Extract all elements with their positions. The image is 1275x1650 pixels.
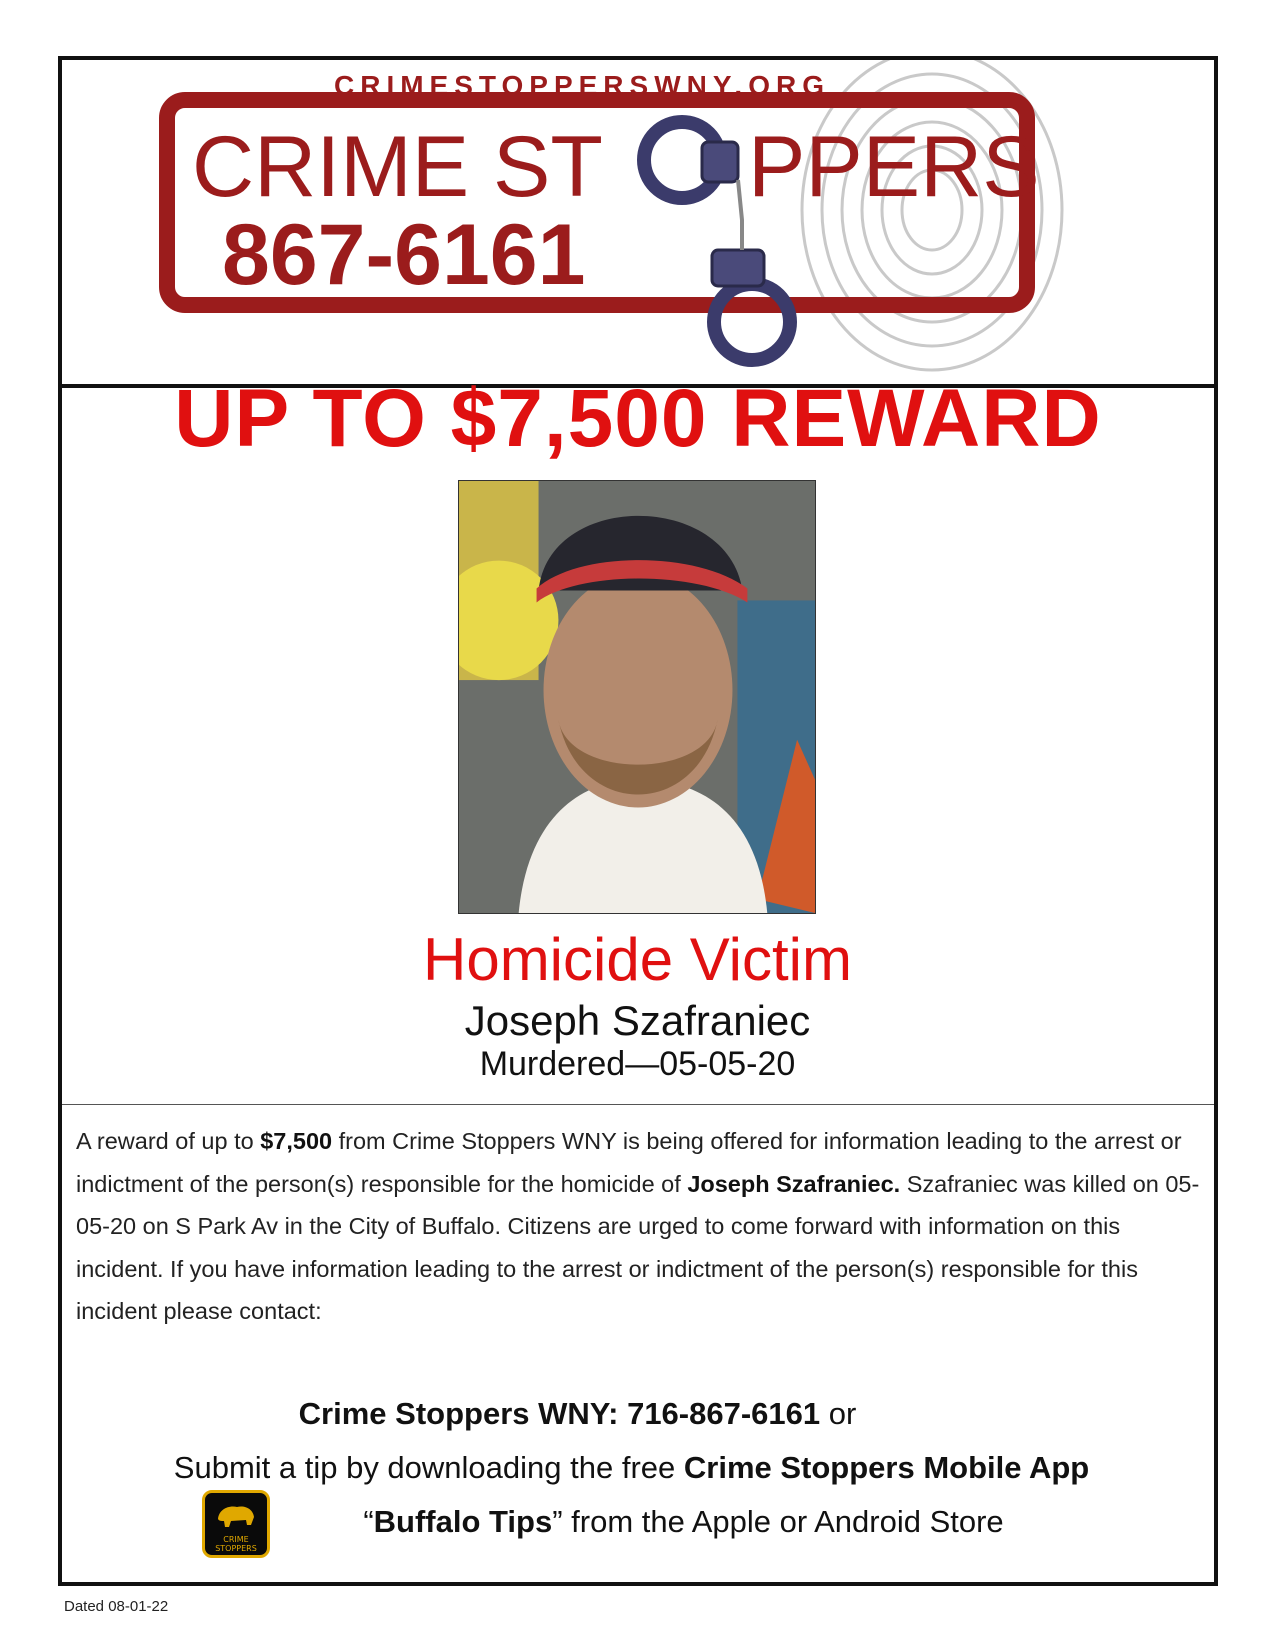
- description-middle: from Crime Stoppers WNY is being offered for information leading to the arrest or indictment of the person(s) responsible for the homicide of: [76, 1128, 1182, 1197]
- reward-headline: UP TO $7,500 REWARD: [174, 373, 1102, 464]
- crime-stoppers-logo-banner: [62, 60, 1214, 388]
- logo-word-left: CRIME ST: [192, 119, 603, 215]
- victim-murder-date: Murdered—05-05-20: [479, 1045, 796, 1083]
- contact-phone-line: [0, 1398, 1215, 1429]
- quote-open: “: [363, 1504, 374, 1539]
- contact-app-line: [0, 1452, 1269, 1483]
- website-text: CRIMESTOPPERSWNY.ORG: [334, 70, 830, 101]
- contact-store-line: [0, 1506, 1275, 1537]
- description-end: Szafraniec was killed on 05-05-20 on S Park Av in the City of Buffalo. Citizens are urged to come forward with information on this incident. If you have information leading to the arrest or indictment of the person(s) responsible for this incident please contact:: [76, 1170, 1200, 1324]
- app-icon-line2: STOPPERS: [215, 1544, 257, 1553]
- victim-title: Homicide Victim: [423, 926, 852, 993]
- contact-or: or: [820, 1396, 857, 1431]
- buffalo-tips-name: Buffalo Tips: [373, 1504, 553, 1539]
- reward-description: [76, 1120, 1206, 1333]
- victim-name: Joseph Szafraniec: [464, 997, 811, 1044]
- description-intro: A reward of up to: [76, 1128, 261, 1154]
- buffalo-tips-app-icon: [202, 1490, 270, 1558]
- contact-store-rest: ” from the Apple or Android Store: [552, 1504, 1004, 1539]
- logo-word-right: PPERS: [748, 119, 1040, 215]
- dated-label: Dated 08-01-22: [64, 1598, 169, 1615]
- contact-app-name: Crime Stoppers Mobile App: [683, 1450, 1090, 1485]
- section-divider: [62, 1104, 1214, 1105]
- victim-photo: [458, 480, 816, 914]
- contact-phone: Crime Stoppers WNY: 716-867-6161: [298, 1396, 821, 1431]
- crime-stoppers-logo: [62, 60, 1214, 380]
- app-icon-line1: CRIME: [223, 1535, 249, 1544]
- victim-name-bold: Joseph Szafraniec.: [687, 1170, 901, 1197]
- reward-amount: $7,500: [260, 1128, 333, 1154]
- contact-app-pre: Submit a tip by downloading the free: [173, 1450, 684, 1485]
- logo-phone: 867-6161: [222, 207, 586, 303]
- bison-icon: [215, 1501, 257, 1531]
